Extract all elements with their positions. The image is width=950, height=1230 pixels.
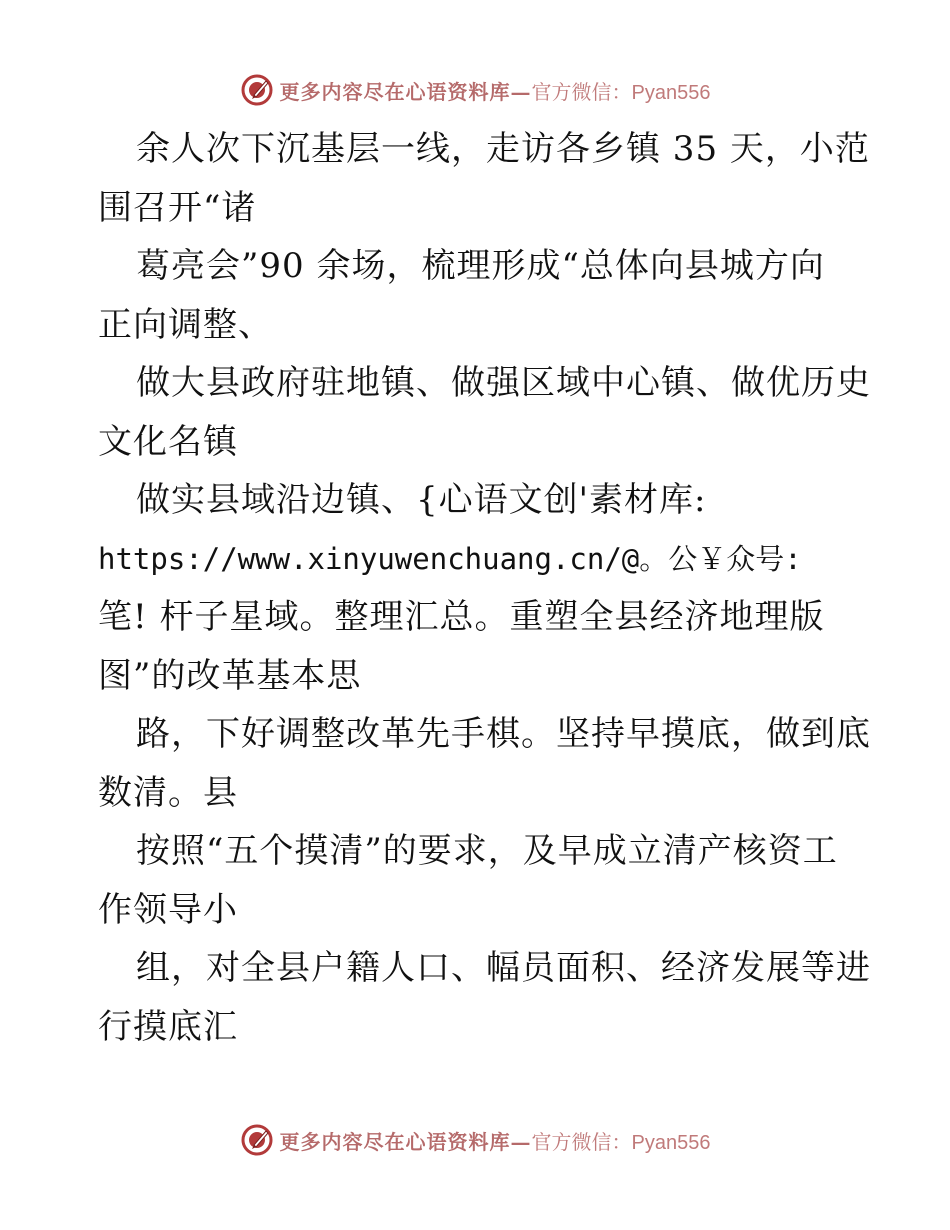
footer-watermark-text [280,1126,711,1155]
text-line: 笔! 杆子星域。整理汇总。重塑全县经济地理版 [98,597,825,637]
text-line: 图”的改革基本思 [98,655,362,696]
footer-watermark-dash: — [510,1129,532,1154]
pen-logo-icon [240,73,274,107]
footer-watermark-title: 更多内容尽在心语资料库 [279,1129,511,1154]
footer-watermark-contact: 官方微信：Pyan556 [531,1131,711,1154]
text-line: 按照“五个摸清”的要求，及早成立清产核资工 [136,831,838,871]
header-watermark-banner [0,70,950,110]
header-watermark-title: 更多内容尽在心语资料库 [279,79,511,104]
text-line: 作领导小 [98,889,238,930]
text-line: 行摸底汇 [98,1006,238,1047]
text-line: 余人次下沉基层一线，走访各乡镇 35 天，小范 [136,129,870,169]
header-watermark-text [280,76,711,105]
text-line: 正向调整、 [98,304,273,345]
text-line: 围召开“诸 [98,187,257,228]
text-line: 路，下好调整改革先手棋。坚持早摸底，做到底 [136,714,871,754]
text-line: 做大县政府驻地镇、做强区域中心镇、做优历史 [136,363,871,403]
pen-logo-icon [240,1123,274,1157]
text-line: 文化名镇 [98,421,238,462]
footer-watermark-banner [0,1120,950,1160]
text-line: 葛亮会”90 余场，梳理形成“总体向县城方向 [136,246,825,286]
header-watermark-contact: 官方微信：Pyan556 [531,81,711,104]
text-line: 组，对全县户籍人口、幅员面积、经济发展等进 [136,948,871,988]
document-body [98,120,871,1056]
header-watermark-dash: — [510,79,532,104]
text-line: 做实县域沿边镇、{心语文创'素材库: [136,480,707,520]
text-line: 数清。县 [98,772,238,813]
text-line-url: https://www.xinyuwenchuang.cn/@。公￥众号: [98,541,802,576]
